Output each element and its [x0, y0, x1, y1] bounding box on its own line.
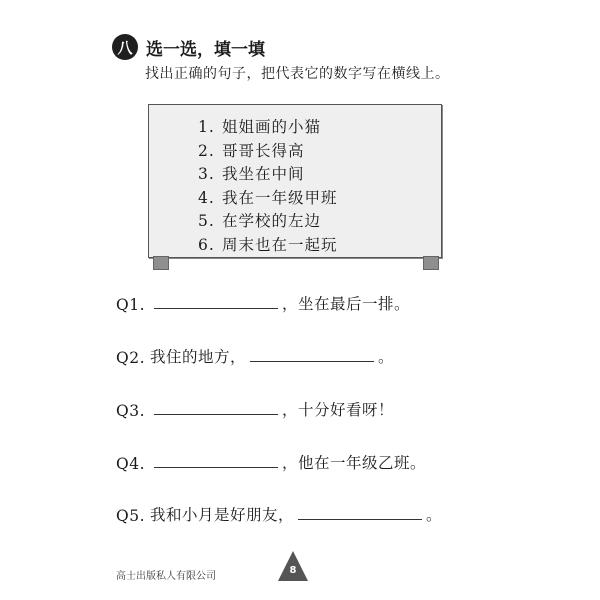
option-text: 姐姐画的小猫: [222, 118, 322, 136]
option-number: 1.: [198, 118, 215, 136]
option-item: [198, 163, 338, 187]
question-text-after: 。: [426, 506, 443, 524]
board-foot-left: [153, 256, 169, 270]
question-4: [116, 451, 426, 473]
option-item: [198, 116, 338, 140]
question-1: [116, 292, 410, 314]
option-number: 6.: [198, 235, 215, 254]
question-text-after: 。: [378, 348, 395, 366]
option-text: 我在一年级甲班: [222, 188, 338, 207]
option-item: [198, 187, 338, 211]
option-number: 3.: [198, 165, 215, 183]
question-text-before: 我和小月是好朋友，: [150, 506, 295, 524]
question-text-after: ，十分好看呀！: [282, 401, 395, 419]
answer-blank[interactable]: [298, 518, 422, 520]
question-label: Q2.: [116, 349, 145, 367]
question-label: Q4.: [116, 455, 145, 473]
question-label: Q3.: [116, 402, 145, 420]
section-header: [112, 34, 265, 60]
page-number-badge: [278, 551, 308, 581]
option-list: [198, 116, 338, 257]
option-text: 周末也在一起玩: [222, 235, 338, 254]
question-5: [116, 503, 442, 525]
option-number: 2.: [198, 141, 215, 160]
section-number-badge: 八: [112, 34, 138, 60]
instruction-text: 找出正确的句子，把代表它的数字写在横线上。: [145, 66, 450, 82]
question-text-before: 我住的地方，: [150, 348, 247, 366]
question-3: [116, 398, 394, 420]
answer-blank[interactable]: [154, 307, 278, 309]
publisher-name: 高士出版私人有限公司: [116, 571, 216, 582]
option-number: 5.: [198, 212, 215, 230]
answer-blank[interactable]: [154, 413, 278, 415]
answer-blank[interactable]: [154, 466, 278, 468]
question-text-after: ，他在一年级乙班。: [282, 454, 427, 472]
question-2: [116, 345, 394, 367]
option-number: 4.: [198, 188, 215, 207]
option-text: 在学校的左边: [222, 212, 322, 230]
question-label: Q5.: [116, 507, 145, 525]
answer-blank[interactable]: [250, 360, 374, 362]
option-item: [198, 140, 338, 164]
option-item: [198, 234, 338, 258]
page-number: 8: [289, 565, 297, 576]
option-item: [198, 210, 338, 234]
section-title: 选一选，填一填: [146, 39, 265, 60]
option-text: 哥哥长得高: [222, 141, 305, 160]
question-label: Q1.: [116, 296, 145, 314]
question-text-after: ，坐在最后一排。: [282, 295, 411, 313]
option-text: 我坐在中间: [222, 165, 305, 183]
board-foot-right: [423, 256, 439, 270]
